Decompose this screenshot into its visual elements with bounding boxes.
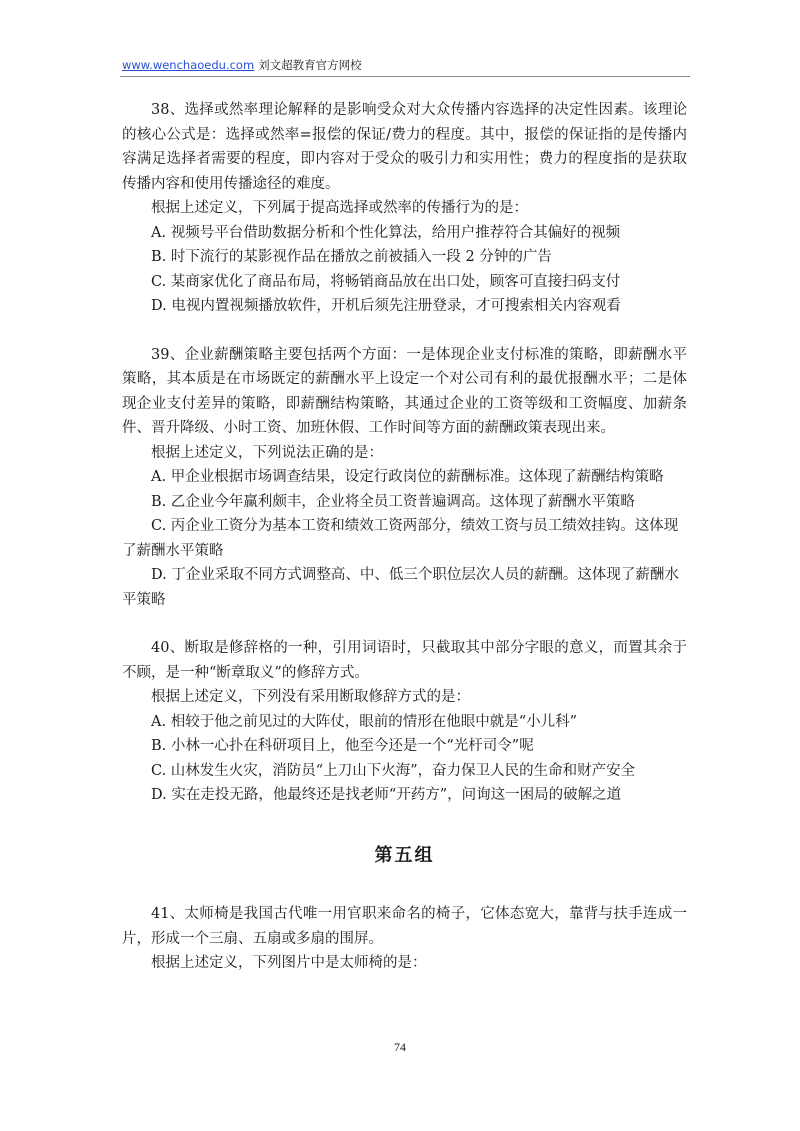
option-b: B. 乙企业今年赢利颇丰，企业将全员工资普遍调高。这体现了薪酬水平策略 [151, 493, 635, 510]
option-c: C. 山林发生火灾，消防员“上刀山下火海”，奋力保卫人民的生命和财产安全 [151, 762, 636, 779]
question-stem: 41、太师椅是我国古代唯一用官职来命名的椅子，它体态宽大，靠背与扶手连成一片，形成一个三扇、五扇或多扇的围屏。 [122, 906, 687, 947]
option-b: B. 时下流行的某影视作品在播放之前被插入一段 2 分钟的广告 [151, 249, 552, 265]
question-prompt: 根据上述定义，下列属于提高选择或然率的传播行为的是： [151, 200, 528, 216]
question-stem: 39、企业薪酬策略主要包括两个方面：一是体现企业支付标准的策略，即薪酬水平策略，其本质是在市场既定的薪酬水平上设定一个对公司有利的最优报酬水平；二是体现企业支付差异的策略，即薪酬结构策略，其通过企业的工资等级和工资幅度、加薪条件、晋升降级、小时工资、加班休假、工作时间等方面的薪酬政策表现出来。 [122, 346, 687, 436]
option-a: A. 视频号平台借助数据分析和个性化算法，给用户推荐符合其偏好的视频 [151, 224, 621, 241]
group-title: 第五组 [374, 844, 435, 866]
question-39 [122, 343, 687, 613]
website-link[interactable]: www.wenchaoedu.com [122, 58, 255, 72]
option-d: D. 电视内置视频播放软件，开机后须先注册登录，才可搜索相关内容观看 [151, 298, 621, 314]
option-a: A. 相较于他之前见过的大阵仗，眼前的情形在他眼中就是“小儿科” [151, 713, 578, 730]
option-d: D. 实在走投无路，他最终还是找老师“开药方”，问询这一困局的破解之道 [151, 787, 622, 803]
site-name: 刘文超教育官方网校 [258, 58, 362, 72]
question-38 [122, 98, 687, 319]
page-number: 74 [394, 1040, 406, 1054]
option-c: C. 丙企业工资分为基本工资和绩效工资两部分，绩效工资与员工绩效挂钩。这体现了薪酬水平策略 [122, 518, 679, 559]
question-41 [122, 902, 687, 976]
page-content [122, 98, 687, 1000]
question-stem: 40、断取是修辞格的一种，引用词语时，只截取其中部分字眼的意义，而置其余于不顾，是一种“断章取义”的修辞方式。 [122, 640, 687, 681]
header-divider [120, 76, 690, 77]
option-c: C. 某商家优化了商品布局，将畅销商品放在出口处，顾客可直接扫码支付 [151, 273, 621, 290]
page-header [122, 57, 362, 73]
question-40 [122, 636, 687, 808]
question-prompt: 根据上述定义，下列没有采用断取修辞方式的是： [151, 689, 470, 705]
option-a: A. 甲企业根据市场调查结果，设定行政岗位的薪酬标准。这体现了薪酬结构策略 [151, 469, 664, 485]
option-d: D. 丁企业采取不同方式调整高、中、低三个职位层次人员的薪酬。这体现了薪酬水平策略 [122, 567, 679, 608]
question-stem: 38、选择或然率理论解释的是影响受众对大众传播内容选择的决定性因素。该理论的核心公式是：选择或然率=报偿的保证/费力的程度。其中，报偿的保证指的是传播内容满足选择者需要的程度，即内容对于受众的吸引力和实用性；费力的程度指的是获取传播内容和使用传播途径的难度。 [122, 102, 687, 192]
question-prompt: 根据上述定义，下列说法正确的是： [151, 444, 383, 461]
option-b: B. 小林一心扑在科研项目上，他至今还是一个“光杆司令”呢 [151, 738, 534, 754]
question-prompt: 根据上述定义，下列图片中是太师椅的是： [151, 955, 427, 971]
